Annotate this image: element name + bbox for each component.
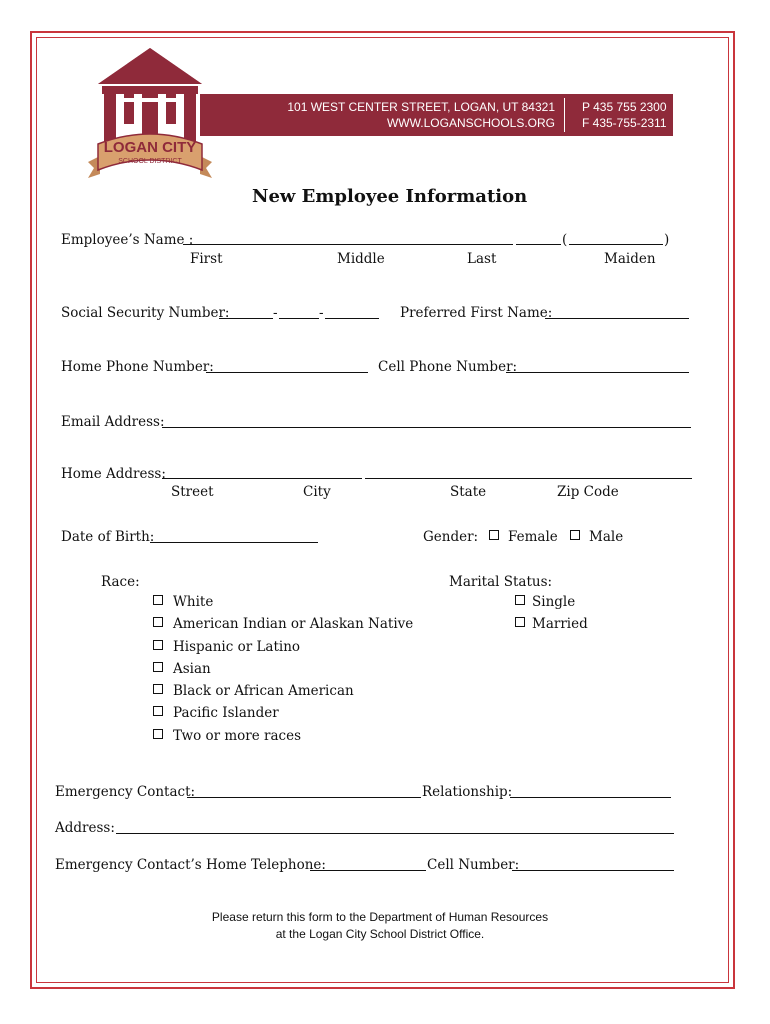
home-phone-label: Home Phone Number: [61, 359, 214, 375]
relationship-label: Relationship: [422, 784, 513, 800]
logo-sub-text: SCHOOL DISTRICT [118, 158, 182, 165]
emergency-address-label: Address: [55, 820, 115, 836]
gender-label: Gender: [423, 529, 479, 545]
logo-name-text: LOGAN CITY [103, 139, 197, 156]
marital-single-label: Single [532, 594, 576, 610]
email-line[interactable] [162, 427, 691, 428]
race-option-label: Black or African American [173, 683, 354, 699]
form-title: New Employee Information [252, 186, 528, 207]
header-address: 101 WEST CENTER STREET, LOGAN, UT 84321 [287, 100, 555, 114]
ssn-label: Social Security Number: [61, 305, 230, 321]
ssn-line-1[interactable] [219, 318, 273, 319]
race-label: Race: [101, 574, 140, 590]
race-american-indian-checkbox[interactable] [153, 617, 163, 627]
emergency-phone-line[interactable] [310, 870, 426, 871]
first-sublabel: First [190, 251, 223, 267]
last-sublabel: Last [467, 251, 497, 267]
race-option-label: Hispanic or Latino [173, 639, 301, 655]
preferred-name-line[interactable] [545, 318, 689, 319]
emergency-contact-label: Emergency Contact: [55, 784, 196, 800]
ssn-dash-1: - [273, 305, 278, 321]
race-option-label: Two or more races [173, 728, 302, 744]
race-hispanic-checkbox[interactable] [153, 640, 163, 650]
header-website: WWW.LOGANSCHOOLS.ORG [386, 116, 555, 130]
district-logo [80, 44, 220, 186]
home-address-label: Home Address: [61, 466, 166, 482]
street-city-line[interactable] [162, 478, 362, 479]
ssn-dash-2: - [319, 305, 324, 321]
gender-male-label: Male [589, 529, 624, 545]
cell-phone-label: Cell Phone Number: [378, 359, 518, 375]
race-option-label: White [173, 594, 214, 610]
state-sublabel: State [450, 484, 487, 500]
city-sublabel: City [303, 484, 331, 500]
race-black-checkbox[interactable] [153, 684, 163, 694]
street-sublabel: Street [171, 484, 214, 500]
header-phone: P 435 755 2300 [582, 100, 667, 114]
zip-sublabel: Zip Code [557, 484, 619, 500]
home-phone-line[interactable] [206, 372, 368, 373]
race-white-checkbox[interactable] [153, 595, 163, 605]
gender-female-checkbox[interactable] [489, 530, 499, 540]
employee-name-line[interactable] [183, 244, 513, 245]
marital-married-label: Married [532, 616, 588, 632]
dob-line[interactable] [150, 542, 318, 543]
preferred-name-label: Preferred First Name: [400, 305, 553, 321]
emergency-address-line[interactable] [116, 833, 674, 834]
marital-single-checkbox[interactable] [515, 595, 525, 605]
header-divider [564, 98, 565, 132]
relationship-line[interactable] [510, 797, 671, 798]
race-asian-checkbox[interactable] [153, 662, 163, 672]
header-fax: F 435-755-2311 [582, 116, 667, 130]
race-two-or-more-checkbox[interactable] [153, 729, 163, 739]
marital-status-label: Marital Status: [449, 574, 553, 590]
maiden-close-paren: ) [664, 232, 670, 248]
header-bar [200, 94, 673, 136]
cell-phone-line[interactable] [506, 372, 689, 373]
marital-married-checkbox[interactable] [515, 617, 525, 627]
emergency-phone-label: Emergency Contact’s Home Telephone: [55, 857, 326, 873]
maiden-open-paren: ( [562, 232, 568, 248]
cell-number-label: Cell Number: [427, 857, 520, 873]
email-label: Email Address: [61, 414, 165, 430]
dob-label: Date of Birth: [61, 529, 155, 545]
maiden-name-line[interactable] [569, 244, 663, 245]
cell-number-line[interactable] [512, 870, 674, 871]
maiden-sublabel: Maiden [604, 251, 656, 267]
footer-line-1: Please return this form to the Department of Human Resources [211, 910, 549, 924]
race-pacific-islander-checkbox[interactable] [153, 706, 163, 716]
ssn-line-3[interactable] [325, 318, 379, 319]
state-zip-line[interactable] [365, 478, 692, 479]
race-option-label: Asian [173, 661, 211, 677]
employee-name-line-2[interactable] [516, 244, 561, 245]
emergency-contact-line[interactable] [187, 797, 421, 798]
race-option-label: Pacific Islander [173, 705, 279, 721]
gender-female-label: Female [508, 529, 558, 545]
footer-line-2: at the Logan City School District Office. [275, 927, 485, 941]
ssn-line-2[interactable] [279, 318, 319, 319]
gender-male-checkbox[interactable] [570, 530, 580, 540]
footer-note [170, 909, 590, 943]
middle-sublabel: Middle [337, 251, 385, 267]
race-option-label: American Indian or Alaskan Native [173, 616, 414, 632]
employee-name-label: Employee’s Name : [61, 232, 194, 248]
